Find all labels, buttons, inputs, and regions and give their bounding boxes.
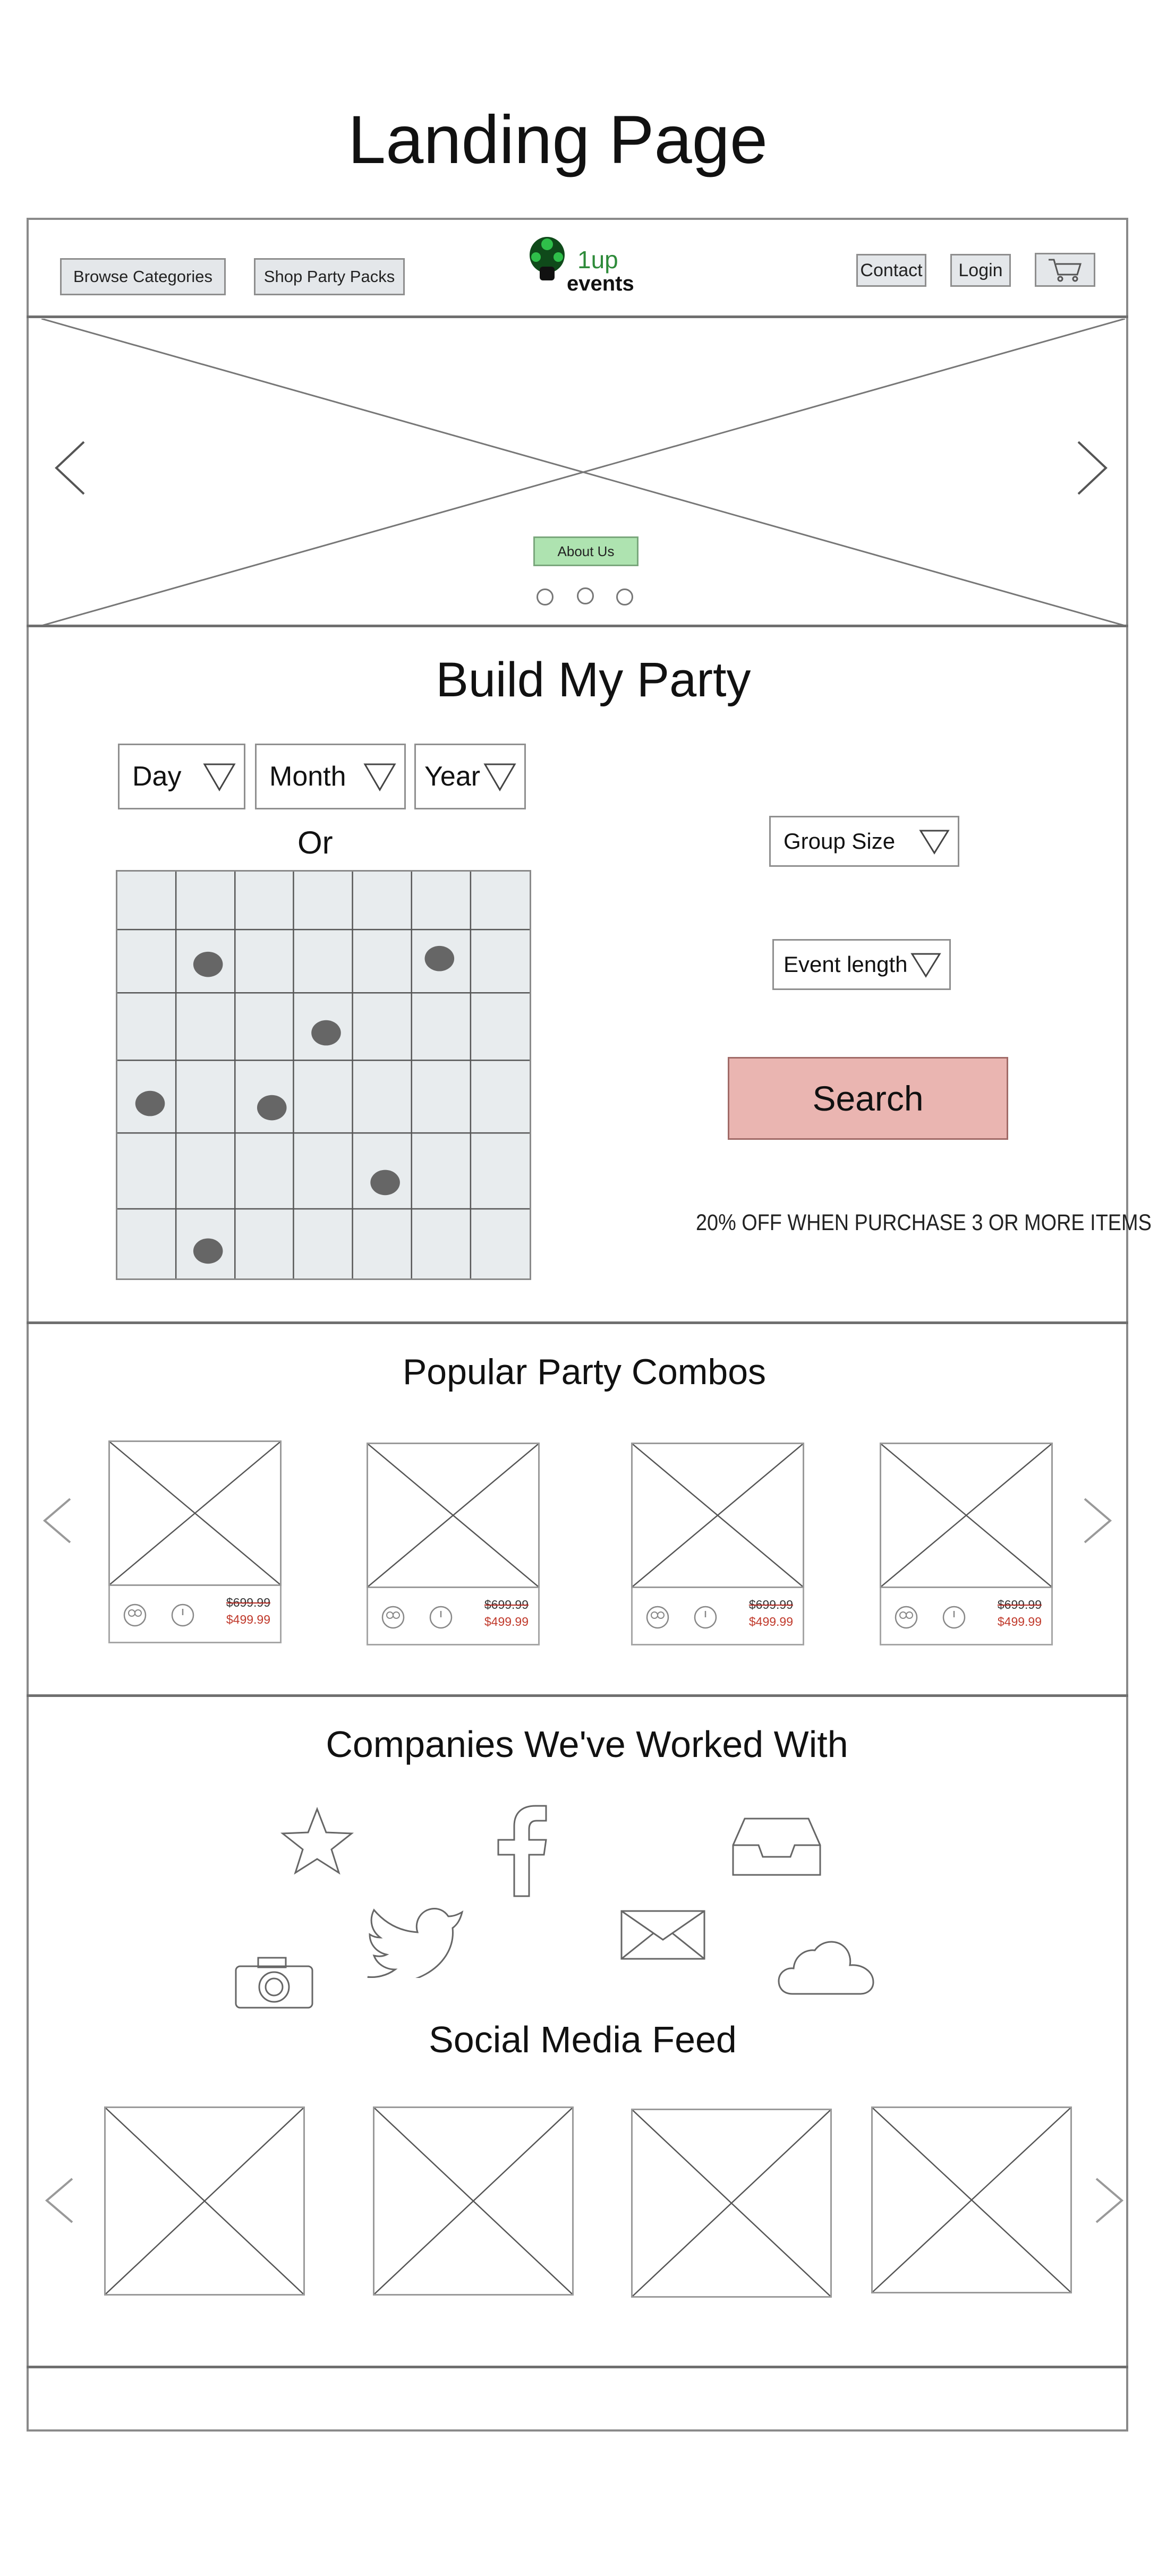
clock-icon (169, 1602, 196, 1628)
carousel-dot-3[interactable] (616, 588, 633, 605)
chevron-down-icon (363, 761, 397, 792)
post-image-placeholder (106, 2108, 303, 2294)
combos-next-arrow[interactable] (1082, 1497, 1113, 1545)
combo-footer (108, 1586, 282, 1643)
combo-old-price: $699.99 (997, 1598, 1042, 1611)
star-icon (277, 1806, 357, 1876)
combo-old-price: $699.99 (226, 1596, 270, 1609)
combo-card-2[interactable] (367, 1443, 540, 1645)
event-length-select[interactable] (772, 939, 951, 990)
chevron-down-icon (910, 951, 942, 978)
popular-combos-title: Popular Party Combos (402, 1352, 767, 1392)
hero-divider (27, 625, 1128, 627)
contact-label: Contact (860, 260, 923, 280)
combo-old-price: $699.99 (484, 1598, 529, 1611)
logo[interactable] (529, 234, 640, 303)
combos-prev-arrow[interactable] (41, 1497, 73, 1545)
combo-card-1[interactable] (108, 1440, 282, 1643)
year-label: Year (424, 761, 481, 792)
combo-old-price: $699.99 (748, 1598, 793, 1611)
build-divider (27, 1321, 1128, 1324)
day-label: Day (132, 761, 182, 792)
shopping-cart-icon (1046, 257, 1084, 283)
post-image-placeholder (374, 2108, 572, 2294)
social-post-1[interactable] (104, 2106, 305, 2296)
cloud-icon (777, 1938, 875, 1997)
combo-footer (631, 1588, 804, 1645)
logo-text-1up: 1up (577, 246, 618, 274)
cart-button[interactable] (1035, 253, 1095, 287)
calendar-lines (117, 872, 530, 1278)
chevron-down-icon (483, 761, 517, 792)
clock-icon (692, 1604, 719, 1631)
header-divider (27, 315, 1128, 318)
chevron-down-icon (918, 828, 950, 855)
people-icon (893, 1604, 919, 1631)
browse-categories-button[interactable] (60, 258, 226, 295)
chevron-down-icon (202, 761, 236, 792)
month-label: Month (269, 761, 346, 792)
build-my-party-title: Build My Party (436, 653, 751, 707)
twitter-icon (365, 1905, 465, 1978)
mail-icon (619, 1909, 706, 1961)
companies-title: Companies We've Worked With (326, 1724, 848, 1765)
hero-carousel[interactable] (41, 319, 1125, 626)
calendar-grid[interactable] (116, 870, 531, 1280)
month-select[interactable] (255, 744, 406, 809)
clock-icon (428, 1604, 454, 1631)
login-label: Login (958, 260, 1003, 280)
year-select[interactable] (414, 744, 526, 809)
combo-image-placeholder (367, 1443, 540, 1588)
event-length-label: Event length (784, 952, 908, 977)
hero-prev-arrow[interactable] (53, 439, 86, 497)
post-image-placeholder (633, 2110, 830, 2296)
hero-next-arrow[interactable] (1076, 439, 1109, 497)
combo-sale-price: $499.99 (226, 1613, 270, 1626)
social-feed-title: Social Media Feed (429, 2019, 737, 2060)
social-post-4[interactable] (871, 2106, 1072, 2293)
footer-divider (27, 2366, 1128, 2368)
shop-party-packs-button[interactable] (254, 258, 405, 295)
group-size-select[interactable] (769, 816, 959, 867)
combo-sale-price: $499.99 (997, 1615, 1042, 1628)
feed-prev-arrow[interactable] (44, 2177, 75, 2224)
shop-party-packs-label: Shop Party Packs (263, 267, 395, 286)
combo-image-placeholder (631, 1443, 804, 1588)
social-post-2[interactable] (373, 2106, 574, 2296)
carousel-dot-1[interactable] (537, 588, 554, 605)
about-us-button[interactable] (533, 536, 638, 566)
browse-categories-label: Browse Categories (73, 267, 212, 286)
combo-card-4[interactable] (880, 1443, 1053, 1645)
group-size-label: Group Size (784, 829, 896, 854)
feed-next-arrow[interactable] (1093, 2177, 1125, 2224)
mushroom-logo-icon (529, 234, 566, 287)
inbox-icon (730, 1815, 823, 1878)
logo-text-events: events (567, 272, 634, 295)
carousel-dot-2[interactable] (577, 587, 594, 604)
hero-image-placeholder (41, 319, 1125, 626)
search-button[interactable] (728, 1057, 1008, 1140)
contact-button[interactable] (856, 254, 926, 287)
search-label: Search (812, 1079, 924, 1118)
combo-image-placeholder (880, 1443, 1053, 1588)
combo-footer (880, 1588, 1053, 1645)
combos-divider (27, 1694, 1128, 1697)
login-button[interactable] (950, 254, 1011, 287)
clock-icon (941, 1604, 967, 1631)
facebook-icon (491, 1803, 552, 1898)
page-title: Landing Page (347, 102, 768, 178)
people-icon (122, 1602, 148, 1628)
or-label: Or (297, 825, 333, 860)
people-icon (380, 1604, 406, 1631)
people-icon (644, 1604, 671, 1631)
about-us-label: About Us (557, 543, 615, 559)
combo-card-3[interactable] (631, 1443, 804, 1645)
post-image-placeholder (873, 2108, 1070, 2292)
combo-footer (367, 1588, 540, 1645)
combo-sale-price: $499.99 (748, 1615, 793, 1628)
day-select[interactable] (118, 744, 245, 809)
combo-image-placeholder (108, 1440, 282, 1586)
combo-sale-price: $499.99 (484, 1615, 529, 1628)
social-post-3[interactable] (631, 2109, 832, 2298)
promo-text: 20% OFF WHEN PURCHASE 3 OR MORE ITEMS (696, 1210, 1152, 1235)
camera-icon (234, 1955, 314, 2010)
